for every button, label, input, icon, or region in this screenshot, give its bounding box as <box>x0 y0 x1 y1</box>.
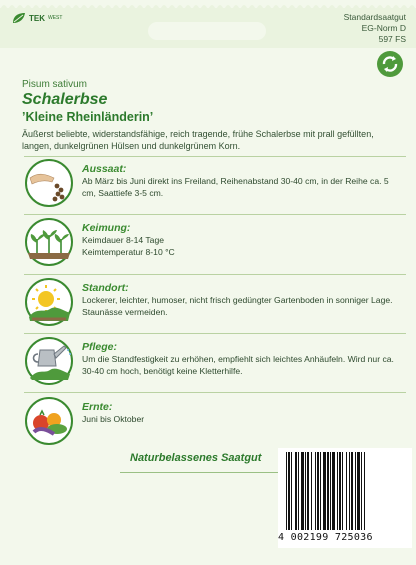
section-standort <box>82 282 404 318</box>
barcode-bar <box>298 452 299 530</box>
section-keimung <box>82 222 404 258</box>
brand-logo <box>12 12 62 24</box>
brand-leaf-icon <box>12 12 26 24</box>
ernte-title: Ernte: <box>82 401 113 413</box>
variety-name: ’Kleine Rheinländerin’ <box>22 110 154 124</box>
barcode-bar <box>305 452 306 530</box>
sun-location-icon <box>24 277 74 327</box>
barcode-bar <box>307 452 309 530</box>
barcode-bar <box>332 452 335 530</box>
ernte-text: Juni bis Oktober <box>82 414 145 424</box>
divider <box>24 274 406 275</box>
standort-text: Lockerer, leichter, humoser, nicht frisch gedüngter Gartenboden in sonniger Lage. Staunässe vermeiden. <box>82 295 393 317</box>
standard-line-2: EG-Norm D <box>361 23 406 33</box>
divider <box>24 156 406 157</box>
barcode-bar <box>361 452 362 530</box>
section-aussaat <box>82 163 404 199</box>
barcode-bar <box>320 452 321 530</box>
barcode-bar <box>317 452 319 530</box>
barcode-bar <box>364 452 365 530</box>
standort-title: Standort: <box>82 282 129 294</box>
green-dot-recycling-icon <box>376 50 404 78</box>
divider <box>24 392 406 393</box>
divider <box>24 333 406 334</box>
keimtemperatur: Keimtemperatur 8-10 °C <box>82 246 175 257</box>
barcode-bar <box>291 452 292 530</box>
barcode-bar <box>351 452 353 530</box>
barcode-bar <box>311 452 312 530</box>
barcode-bar <box>355 452 356 530</box>
barcode-bar <box>286 452 287 530</box>
product-name: Schalerbse <box>22 91 108 108</box>
watering-can-icon <box>24 336 74 386</box>
footer-label: Naturbelassenes Saatgut <box>130 452 262 464</box>
barcode-bar <box>337 452 338 530</box>
barcode-bar <box>357 452 360 530</box>
barcode-bars <box>278 448 412 532</box>
pflege-text: Um die Standfestigkeit zu erhöhen, empfiehlt sich leichtes Anhäufeln. Wird nur ca. 30-40 cm hoch, benötigt keine Kletterhilfe. <box>82 354 394 376</box>
barcode-bar <box>323 452 326 530</box>
barcode-bar <box>339 452 341 530</box>
harvest-vegetables-icon <box>24 396 74 446</box>
barcode-bar <box>349 452 350 530</box>
standard-line-1: Standardsaatgut <box>343 12 406 22</box>
barcode-bar <box>346 452 347 530</box>
barcode-bar <box>288 452 290 530</box>
barcode-bar <box>295 452 297 530</box>
product-description: Äußerst beliebte, widerstandsfähige, reich tragende, frühe Schalerbse mit prall gefüllten, langen, dunkelgrünen Hülsen und dunkelgrünem Korn. <box>22 129 374 151</box>
hang-notch <box>148 22 266 40</box>
barcode-bar <box>327 452 329 530</box>
aussaat-text: Ab März bis Juni direkt ins Freiland, Reihenabstand 30-40 cm, in der Reihe ca. 5 cm, Saattiefe 3-5 cm. <box>82 176 389 198</box>
barcode-bar <box>301 452 304 530</box>
standard-line-3: 597 FS <box>378 34 406 44</box>
sowing-hand-icon <box>24 158 74 208</box>
barcode-bar <box>330 452 331 530</box>
brand-name: TEK <box>29 13 45 23</box>
divider <box>24 214 406 215</box>
standard-info <box>344 12 406 45</box>
keimung-title: Keimung: <box>82 222 131 234</box>
section-pflege <box>82 341 404 377</box>
barcode-digits: 4 002199 725036 <box>278 532 373 543</box>
barcode-bar <box>342 452 343 530</box>
brand-sub: WEST <box>48 15 63 21</box>
latin-name: Pisum sativum <box>22 79 88 90</box>
keimung-text <box>82 235 404 258</box>
pflege-title: Pflege: <box>82 341 118 353</box>
barcode-bar <box>315 452 316 530</box>
seedlings-icon <box>24 217 74 267</box>
keimdauer: Keimdauer 8-14 Tage <box>82 235 165 245</box>
aussaat-title: Aussaat: <box>82 163 127 175</box>
section-ernte <box>82 401 404 426</box>
